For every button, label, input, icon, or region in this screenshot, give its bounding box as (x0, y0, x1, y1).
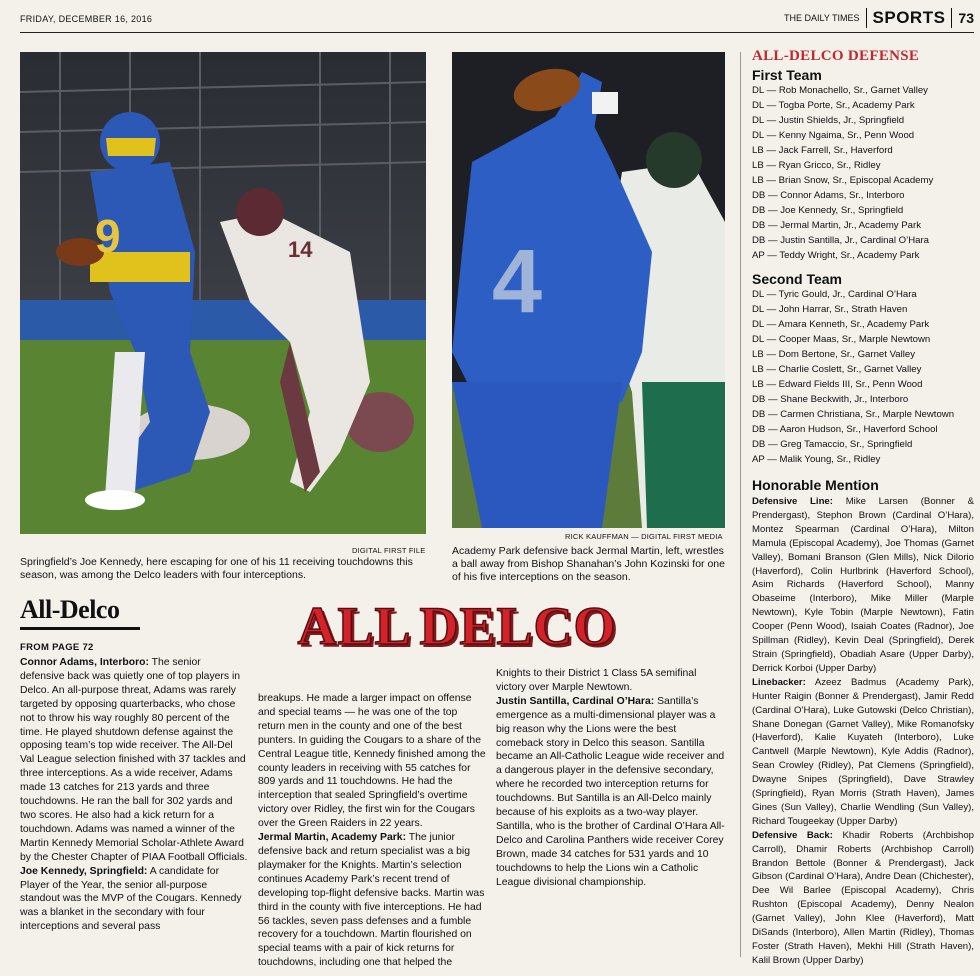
left-photo-caption: Springfield’s Joe Kennedy, here escaping for one of his 11 receiving touchdowns this season, was among the Delco leaders with four interceptions. (20, 556, 413, 581)
list-item: DL — John Harrar, Sr., Strath Haven (752, 304, 908, 315)
sidebar-title: ALL-DELCO DEFENSE (752, 48, 920, 64)
jersey-number-2: 4 (492, 232, 543, 332)
jump-line: FROM PAGE 72 (20, 642, 94, 653)
hm-lead: Defensive Back: (752, 829, 833, 841)
list-item: DB — Joe Kennedy, Sr., Springfield (752, 205, 904, 216)
list-item: LB — Dom Bertone, Sr., Garnet Valley (752, 349, 915, 360)
roster-sidebar (752, 48, 974, 968)
left-photo-credit: DIGITAL FIRST FILE (352, 546, 426, 555)
paragraph-lead: Jermal Martin, Academy Park: (258, 832, 407, 844)
list-item: DB — Aaron Hudson, Sr., Haverford School (752, 424, 938, 435)
hm-lead: Linebacker: (752, 676, 806, 688)
defender-number: 14 (288, 237, 313, 262)
list-item: DB — Shane Beckwith, Jr., Interboro (752, 394, 909, 405)
photo-joe-kennedy (20, 52, 426, 534)
paragraph-lead: Connor Adams, Interboro: (20, 657, 149, 668)
list-item: DL — Rob Monachello, Sr., Garnet Valley (752, 85, 928, 96)
hm-text: Azeez Badmus (Academy Park), Hunter Raigin (Bonner & Prendergast), Jamir Redd (Cardinal O’Hara), Luke Gutowski (Delco Christian), Shane Donegan (Garnet Valley), Mike Romanofsky (Haverford), Kalie Kuyateh (Interboro), Luke Cantwell (Marple Newtown), Kyle Addis (Radnor), Sean Crowley (Ridley), Pat Clemens (Springfield), Dwayne Snipes (Springfield), Dave Strawley (Springfield), Ryan Morris (Strath Haven), James Gines (Sun Valley), Charlie Wendling (Sun Valley), Richard Tougeekay (Upper Darby) (752, 676, 974, 827)
paragraph-text: Santilla’s emergence as a multi-dimensional player was a big reason why the Lions were the best comeback story in Delco this season. Santilla became an All-Catholic League wide receiver and a dangerous player in the defensive secondary, where he recorded two interception returns for touchdowns. But Santilla is an All-Delco mainly because of his exploits as a two-way player. Santilla, who is the brother of Cardinal O’Hara All-Delco and Carolina Panthers wide receiver Corey Brown, made 34 catches for 531 yards and 10 touchdowns to help the Lions win a Catholic League divisional championship. (496, 695, 725, 888)
list-item: DL — Cooper Maas, Sr., Marple Newtown (752, 334, 931, 345)
hm-paragraph (752, 495, 974, 676)
paper-name: THE DAILY TIMES (783, 13, 860, 23)
list-item: DL — Amara Kenneth, Sr., Academy Park (752, 319, 930, 330)
second-team-title: Second Team (752, 271, 842, 287)
paragraph-text: Knights to their District 1 Class 5A semifinal victory over Marple Newtown. (496, 668, 697, 693)
paragraph (20, 656, 248, 865)
issue-date: FRIDAY, DECEMBER 16, 2016 (20, 14, 153, 24)
list-item: LB — Brian Snow, Sr., Episcopal Academy (752, 175, 934, 186)
photo-illustration-2 (452, 52, 725, 528)
list-item: DL — Tyric Gould, Jr., Cardinal O’Hara (752, 289, 917, 300)
paragraph (20, 865, 248, 935)
story-column-2 (258, 692, 486, 970)
list-item: LB — Edward Fields III, Sr., Penn Wood (752, 379, 923, 390)
list-item: DL — Togba Porte, Sr., Academy Park (752, 100, 915, 111)
hm-paragraph (752, 829, 974, 968)
paragraph-text: The junior defensive back and return specialist was a big playmaker for the Knights. Martin’s selection continues Academy Park’s recent trend of developing top-flight defensive backs. Martin was third in the county with five interceptions. He had 56 tackles, seven pass defenses and a fumble recovery for a touchdown. Martin flourished on special teams with a pair of kick returns for touchdowns, including one that helped the (258, 832, 485, 969)
list-item: DL — Justin Shields, Jr., Springfield (752, 115, 905, 126)
paragraph-lead: Justin Santilla, Cardinal O’Hara: (496, 695, 655, 707)
section-title-rule (20, 627, 140, 630)
paragraph-text: A candidate for Player of the Year, the senior all-purpose standout was the MVP of the Cougars. Kennedy was a blanket in the secondary with four interceptions and several pass (20, 865, 242, 933)
hm-text: Khadir Roberts (Archbishop Carroll), Dhamir Roberts (Archbishop Carroll) Brandon Bettole (Bonner & Prendergast), Jack Gibson (Cardinal O’Hara), Andre Dean (Chichester), Dee Wil Barlee (Episcopal Academy), Chris Rushton (Episcopal Academy), Denny Nealon (Garnet Valley), John Klee (Haverford), Matt DiSands (Interboro), Allen Martin (Ridley), Thomas Foster (Strath Haven), Mekhi Hill (Strath Haven), Kalil Brown (Upper Darby) (752, 829, 975, 966)
list-item: DL — Kenny Ngaima, Sr., Penn Wood (752, 130, 915, 141)
hm-text: Mike Larsen (Bonner & Prendergast), Stephon Brown (Cardinal O’Hara), Montez Spearman (Cardinal O’Hara), Milton Mamula (Episcopal Academy), Joe Thomas (Garnet Valley), Bomani Branson (Glen Mills), Nick Dilorio (Haverford), Colin Hurlbrink (Haverford School), Asim Richards (Haverford School), Manny Obaseime (Interboro), Mike Miller (Marple Newtown), Kyle Tobin (Marple Newtown), Fatin Cooper (Penn Wood), Isaiah Coates (Radnor), Joe Spillman (Ridley), Kevin Deal (Springfield), Derek Strain (Springfield), Obadiah Asare (Upper Darby), Derrick Korboi (Upper Darby) (752, 496, 974, 674)
section-heading (20, 595, 140, 630)
paragraph-lead: Joe Kennedy, Springfield: (20, 865, 148, 877)
first-team-list (752, 83, 974, 263)
right-photo-caption: Academy Park defensive back Jermal Martin, left, wrestles a ball away from Bishop Shanahan’s John Kozinski for one of his five interceptions on the season. (452, 545, 725, 583)
list-item: DB — Greg Tamaccio, Sr., Springfield (752, 439, 913, 450)
list-item: LB — Ryan Gricco, Sr., Ridley (752, 160, 881, 171)
section-title: All-Delco (20, 595, 120, 624)
list-item: LB — Charlie Coslett, Sr., Garnet Valley (752, 364, 922, 375)
list-item: AP — Malik Young, Sr., Ridley (752, 454, 881, 465)
photo-illustration (20, 52, 426, 534)
header-rule (20, 32, 974, 33)
paragraph-text: The senior defensive back was quietly one of top players in Delco. An all-purpose threat, Adams was rarely targeted by opposing quarterbacks, who chose not to throw his way roughly 80 percent of the time. He played shutdown defense against the opposing team’s top wide receiver. The All-Del Val League selection finished with 37 tackles and three interceptions. As a wide receiver, Adams made 13 catches for 213 yards and three touchdowns. He ran the ball for 302 yards and two scores. He also had a kick return for a touchdown. Adams was named a winner of the Martin Kennedy Memorial Scholar-Athlete Award by the Chester Chapter of PIAA Football Officials. (20, 657, 248, 863)
paragraph (258, 692, 486, 831)
story-column-1 (20, 656, 248, 934)
second-team-list (752, 287, 974, 467)
banner-right-word: DELCO (419, 596, 617, 656)
hm-lead: Defensive Line: (752, 496, 833, 507)
list-item: AP — Teddy Wright, Sr., Academy Park (752, 250, 920, 261)
list-item: DB — Carmen Christiana, Sr., Marple Newtown (752, 409, 955, 420)
page-number: 73 (958, 10, 974, 26)
section-name: SPORTS (866, 8, 953, 28)
honorable-mention-title: Honorable Mention (752, 477, 879, 493)
all-delco-banner (297, 596, 617, 656)
banner-left-word: ALL (297, 596, 412, 656)
list-item: DB — Justin Santilla, Jr., Cardinal O’Hara (752, 235, 930, 246)
hm-paragraph (752, 676, 974, 829)
right-photo-credit: RICK KAUFFMAN — DIGITAL FIRST MEDIA (565, 532, 723, 541)
list-item: DB — Connor Adams, Sr., Interboro (752, 190, 905, 201)
paragraph (258, 831, 486, 970)
photo-jermal-martin (452, 52, 725, 528)
sidebar-divider (740, 52, 741, 957)
paragraph (496, 667, 726, 695)
first-team-title: First Team (752, 67, 822, 83)
masthead (784, 8, 974, 28)
list-item: LB — Jack Farrell, Sr., Haverford (752, 145, 893, 156)
jersey-number: 9 (95, 210, 121, 262)
list-item: DB — Jermal Martin, Jr., Academy Park (752, 220, 922, 231)
story-column-3 (496, 667, 726, 890)
paragraph (496, 695, 726, 890)
paragraph-text: breakups. He made a larger impact on offense and special teams — he was one of the top return men in the county and one of the best punters. In guiding the Cougars to a share of the Central League title, Kennedy finished among the county leaders in receiving with 55 catches for 809 yards and 11 touchdowns. He had the interception that sealed Springfield’s overtime victory over Ridley, the first win for the Cougars over the Green Raiders in 22 years. (258, 693, 486, 830)
